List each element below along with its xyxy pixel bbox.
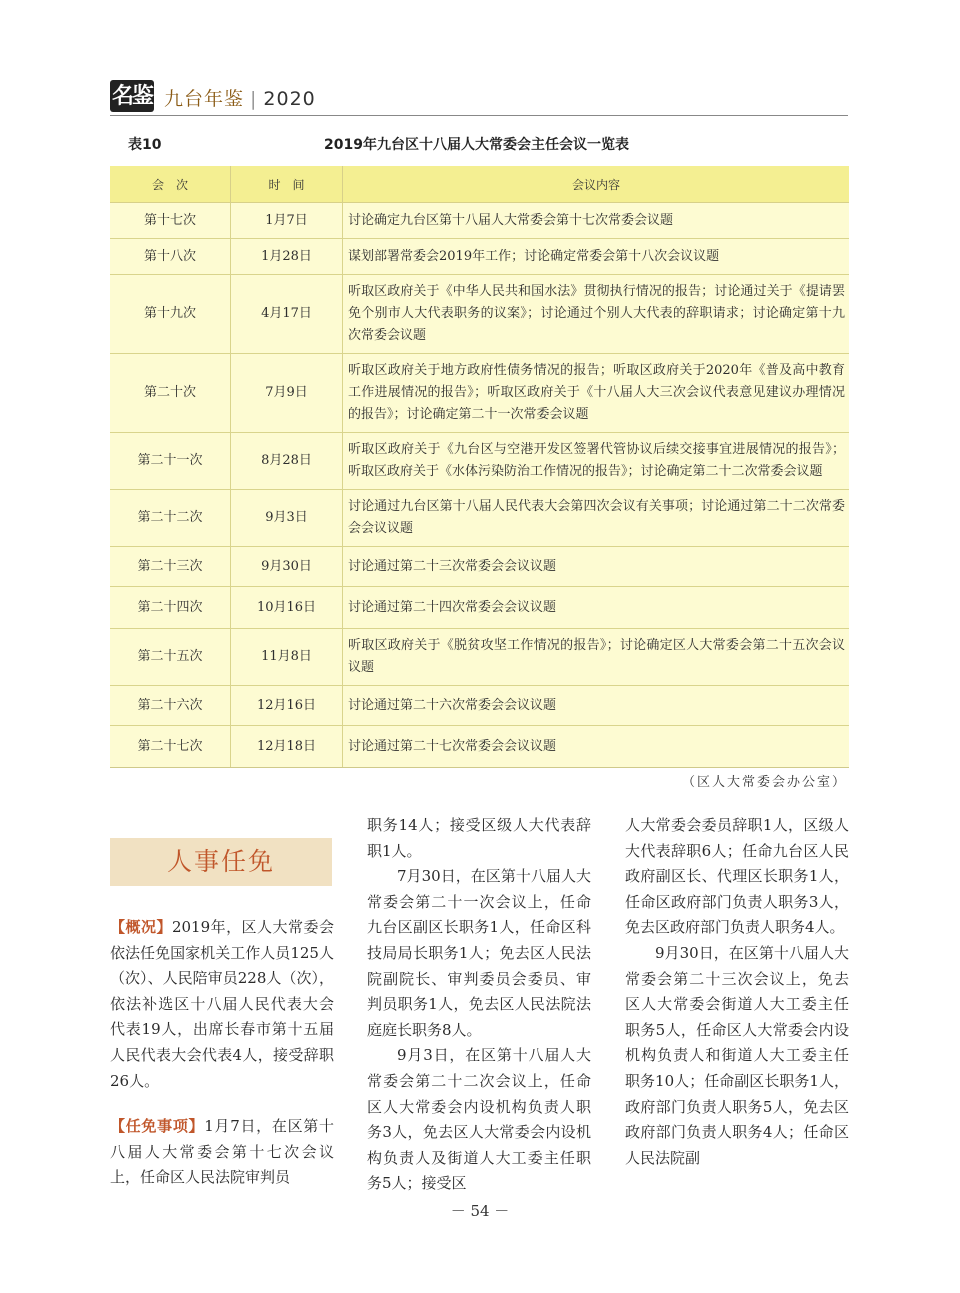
date-cell: 11月8日 — [231, 629, 343, 686]
table-row — [110, 203, 849, 239]
paragraph: 7月30日，在区第十八届人大常委会第二十一次会议上，任命九台区副区长职务1人，任命区科技局局长职务1人；免去区人民法院副院长、审判委员会委员、审判员职务1人，免去区人民法院法庭庭长职务8人。 — [367, 867, 591, 1039]
table-row — [110, 239, 849, 275]
session-cell: 第十九次 — [110, 275, 231, 354]
table-row — [110, 726, 849, 768]
table-row — [110, 275, 849, 354]
content-cell: 讨论通过第二十六次常委会会议议题 — [343, 686, 850, 726]
appointments-paragraph — [110, 1114, 334, 1191]
paragraph: 人大常委会委员辞职1人，区级人大代表辞职6人；任命九台区人民政府副区长、代理区长职务1人，任命区政府部门负责人职务3人，免去区政府部门负责人职务4人。 — [625, 816, 849, 937]
table-row — [110, 629, 849, 686]
session-cell: 第二十次 — [110, 354, 231, 433]
session-cell: 第二十六次 — [110, 686, 231, 726]
content-cell: 听取区政府关于《脱贫攻坚工作情况的报告》；讨论确定区人大常委会第二十五次会议议题 — [343, 629, 850, 686]
header-date: 时 间 — [231, 166, 343, 203]
brand-line — [164, 84, 316, 111]
session-cell: 第二十四次 — [110, 587, 231, 629]
yearbook-name: 九台年鉴 — [164, 88, 245, 110]
paragraph: 9月30日，在区第十八届人大常委会第二十三次会议上，免去区人大常委会街道人大工委主任职务5人，任命区人大常委会内设机构负责人和街道人大工委主任职务10人；任命副区长职务1人，政府部门负责人职务5人，免去区政府部门负责人职务4人；任命区人民法院副 — [625, 943, 849, 1167]
paragraph: 9月3日，在区第十八届人大常委会第二十二次会议上，任命区人大常委会内设机构负责人职务3人，免去区人大常委会内设机构负责人及街道人大工委主任职务5人；接受区 — [367, 1046, 591, 1193]
overview-text: 2019年，区人大常委会依法任免国家机关工作人员125人（次）、人民陪审员228人（次），依法补选区十八届人民代表大会代表19人，出席长春市第十五届人民代表大会代表4人，接受辞职26人。 — [110, 918, 334, 1090]
brand-separator: | — [250, 88, 258, 110]
date-cell: 4月17日 — [231, 275, 343, 354]
table-row — [110, 433, 849, 490]
table-row — [110, 547, 849, 587]
overview-tag: 【概况】 — [110, 918, 172, 936]
session-cell: 第二十七次 — [110, 726, 231, 768]
overview-paragraph — [110, 915, 334, 1094]
meeting-table — [110, 166, 849, 768]
date-cell: 9月3日 — [231, 490, 343, 547]
content-cell: 讨论通过第二十三次常委会会议议题 — [343, 547, 850, 587]
table-title: 2019年九台区十八届人大常委会主任会议一览表 — [324, 137, 629, 153]
content-cell: 听取区政府关于《九台区与空港开发区签署代管协议后续交接事宜进展情况的报告》；听取区政府关于《水体污染防治工作情况的报告》；讨论确定第二十二次常委会议题 — [343, 433, 850, 490]
body-column-1 — [110, 915, 334, 1191]
appointments-tag: 【任免事项】 — [110, 1117, 205, 1136]
session-cell: 第十八次 — [110, 239, 231, 275]
content-cell: 讨论确定九台区第十八届人大常委会第十七次常委会议题 — [343, 203, 850, 239]
date-cell: 1月7日 — [231, 203, 343, 239]
yearbook-year: 2020 — [263, 88, 316, 110]
date-cell: 8月28日 — [231, 433, 343, 490]
table-row — [110, 587, 849, 629]
table-row — [110, 354, 849, 433]
table-caption — [128, 134, 848, 154]
content-cell: 讨论通过第二十七次常委会会议议题 — [343, 726, 850, 768]
session-cell: 第十七次 — [110, 203, 231, 239]
table-number: 表10 — [128, 137, 162, 153]
date-cell: 1月28日 — [231, 239, 343, 275]
table-source-note: （区人大常委会办公室） — [681, 775, 847, 790]
date-cell: 12月16日 — [231, 686, 343, 726]
page-number: － 54 － — [450, 1202, 510, 1220]
date-cell: 9月30日 — [231, 547, 343, 587]
session-cell: 第二十三次 — [110, 547, 231, 587]
table-row — [110, 490, 849, 547]
session-cell: 第二十五次 — [110, 629, 231, 686]
session-cell: 第二十二次 — [110, 490, 231, 547]
body-column-2 — [367, 813, 591, 1197]
content-cell: 听取区政府关于《中华人民共和国水法》贯彻执行情况的报告；讨论通过关于《提请罢免个别市人大代表职务的议案》；讨论通过个别人大代表的辞职请求；讨论确定第十九次常委会议题 — [343, 275, 850, 354]
table-row — [110, 686, 849, 726]
date-cell: 10月16日 — [231, 587, 343, 629]
appointments-text: 1月7日，在区第十八届人大常委会第十七次会议上，任命区人民法院审判员 — [110, 1117, 334, 1187]
date-cell: 12月18日 — [231, 726, 343, 768]
content-cell: 谋划部署常委会2019年工作；讨论确定常委会第十八次会议议题 — [343, 239, 850, 275]
body-column-3 — [625, 813, 849, 1171]
yearbook-logo: 名鉴 — [110, 80, 154, 112]
session-cell: 第二十一次 — [110, 433, 231, 490]
content-cell: 听取区政府关于地方政府性债务情况的报告；听取区政府关于2020年《普及高中教育工作进展情况的报告》；听取区政府关于《十八届人大三次会议代表意见建议办理情况的报告》；讨论确定第二十一次常委会议题 — [343, 354, 850, 433]
section-heading: 人事任免 — [110, 838, 332, 886]
paragraph: 职务14人；接受区级人大代表辞职1人。 — [367, 816, 591, 860]
header-session: 会 次 — [110, 166, 231, 203]
header-content: 会议内容 — [343, 166, 850, 203]
page-header — [110, 80, 848, 116]
table-header-row — [110, 166, 849, 203]
content-cell: 讨论通过九台区第十八届人民代表大会第四次会议有关事项；讨论通过第二十二次常委会会议议题 — [343, 490, 850, 547]
header-divider — [110, 115, 848, 116]
date-cell: 7月9日 — [231, 354, 343, 433]
content-cell: 讨论通过第二十四次常委会会议议题 — [343, 587, 850, 629]
